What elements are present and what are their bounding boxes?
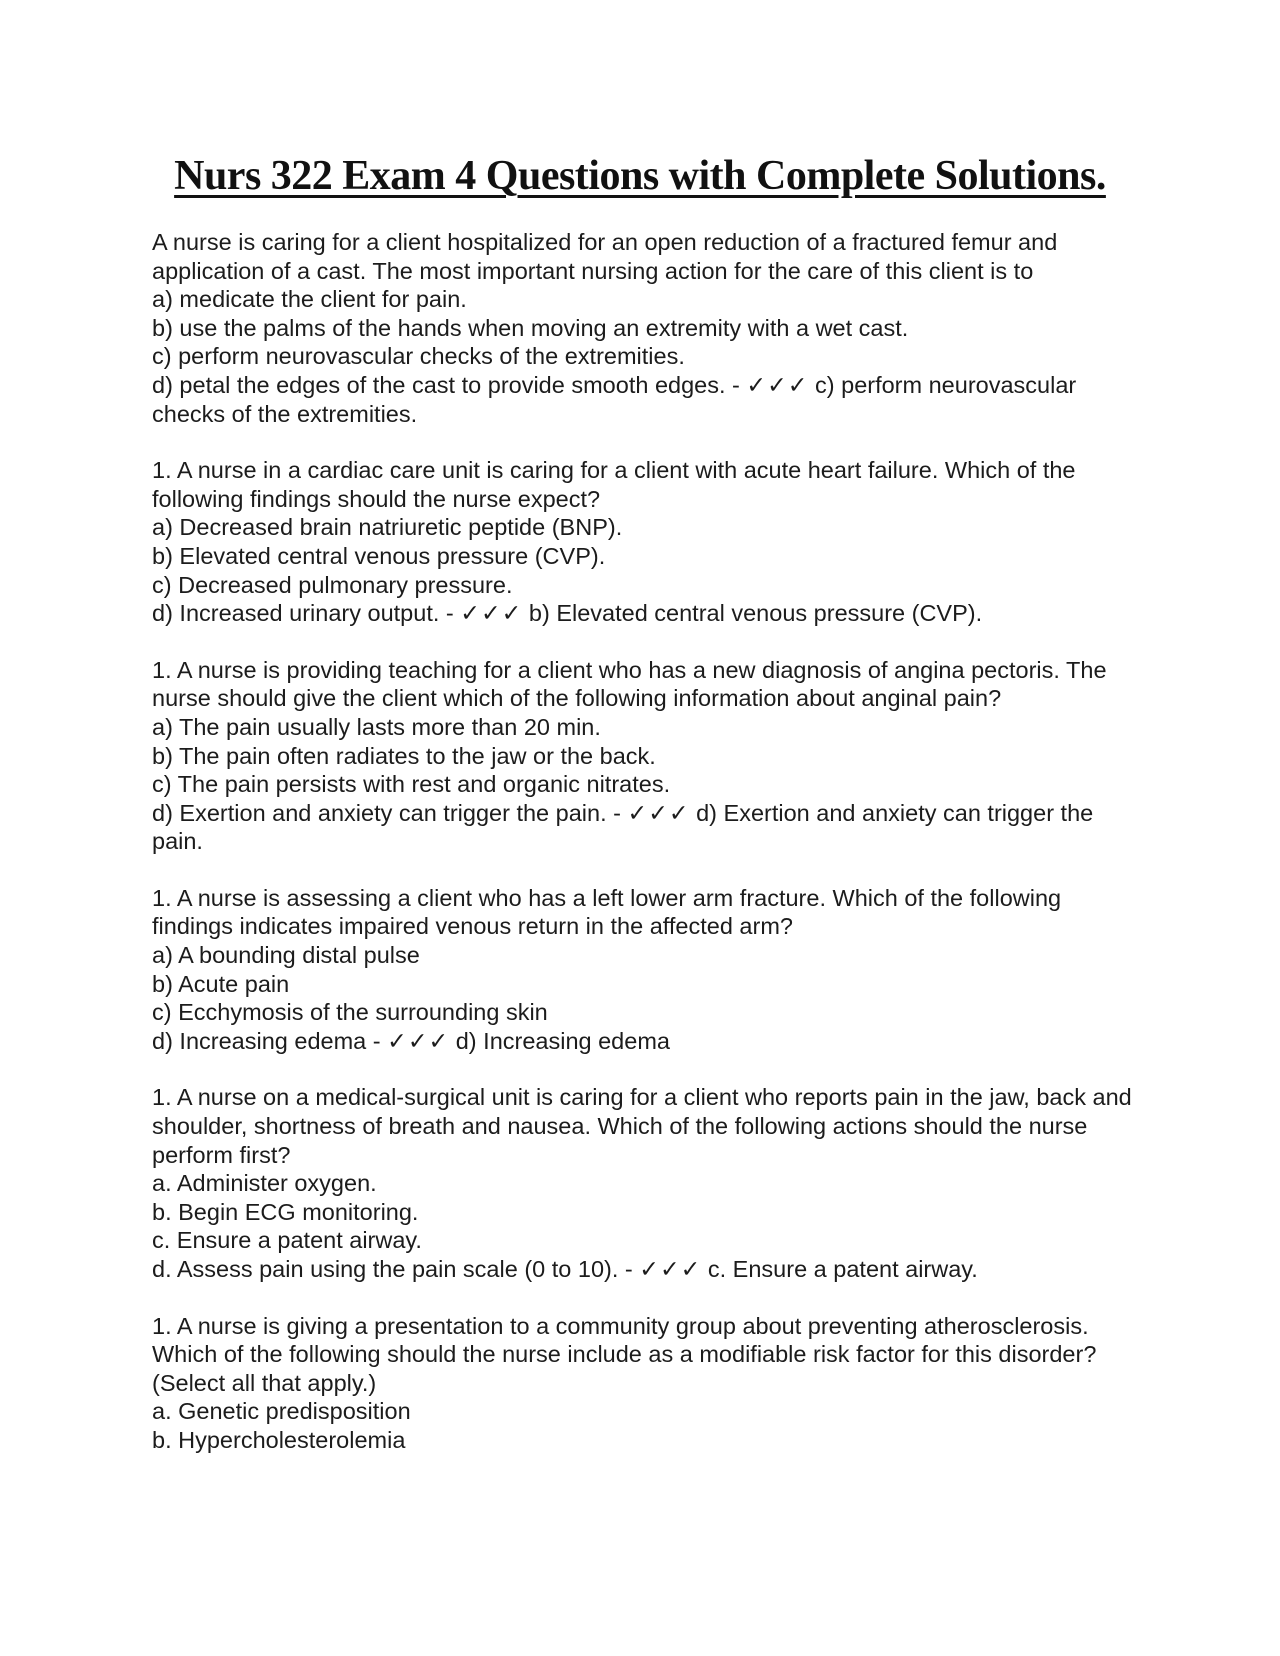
answer-separator: - (366, 1027, 388, 1054)
answer-separator: - (606, 799, 628, 826)
answer-option: c) Decreased pulmonary pressure. (152, 571, 513, 598)
answer-option: d) Exertion and anxiety can trigger the pain. (152, 799, 607, 826)
answer-line (152, 371, 1142, 428)
answer-option: a) medicate the client for pain. (152, 286, 467, 313)
checkmark-icon: ✓✓✓ (627, 799, 690, 826)
correct-answer: c. Ensure a patent airway. (707, 1256, 978, 1282)
checkmark-icon: ✓✓✓ (387, 1027, 450, 1054)
answer-option: b) use the palms of the hands when moving an extremity with a wet cast. (152, 314, 909, 341)
answer-option: d) Increasing edema (152, 1027, 367, 1054)
correct-answer: c) perform neurovascular checks of the extremities. (152, 371, 1077, 427)
answer-option: a. Administer oxygen. (152, 1170, 377, 1197)
question-stem: 1. A nurse in a cardiac care unit is caring for a client with acute heart failure. Which of the following findings should the nurse expect? (152, 457, 1076, 512)
page-title: Nurs 322 Exam 4 Questions with Complete Solutions. (174, 153, 1106, 199)
question-stem: 1. A nurse is providing teaching for a client who has a new diagnosis of angina pectoris. The nurse should give the client which of the following information about anginal pain? (152, 656, 1107, 712)
answer-line (152, 1255, 1142, 1284)
question-item (152, 228, 1142, 428)
answer-line (152, 1027, 1142, 1056)
answer-option: b. Begin ECG monitoring. (152, 1198, 419, 1225)
answer-option: a. Genetic predisposition (152, 1398, 411, 1425)
answer-option: d) Increased urinary output. (152, 600, 440, 627)
question-item (152, 456, 1142, 628)
answer-option: c) The pain persists with rest and organic nitrates. (152, 771, 671, 798)
answer-separator: - (725, 371, 747, 398)
answer-option: d. Assess pain using the pain scale (0 to 10). (152, 1256, 619, 1282)
correct-answer: d) Increasing edema (455, 1027, 670, 1054)
correct-answer: d) Exertion and anxiety can trigger the pain. (152, 799, 1094, 855)
question-item (152, 1312, 1142, 1455)
answer-line (152, 799, 1142, 856)
question-item (152, 1083, 1142, 1283)
checkmark-icon: ✓✓✓ (639, 1256, 702, 1282)
question-item (152, 884, 1142, 1056)
answer-option: b. Hypercholesterolemia (152, 1426, 406, 1453)
checkmark-icon: ✓✓✓ (460, 600, 523, 627)
answer-option: a) The pain usually lasts more than 20 min. (152, 713, 601, 740)
question-stem: 1. A nurse is assessing a client who has a left lower arm fracture. Which of the following findings indicates impaired venous return in the affected arm? (152, 884, 1062, 940)
answer-option: b) Elevated central venous pressure (CVP). (152, 542, 606, 569)
checkmark-icon: ✓✓✓ (746, 371, 809, 398)
answer-option: a) Decreased brain natriuretic peptide (BNP). (152, 514, 623, 541)
question-item (152, 656, 1142, 856)
correct-answer: b) Elevated central venous pressure (CVP). (528, 600, 983, 627)
answer-option: c) Ecchymosis of the surrounding skin (152, 999, 548, 1026)
answer-separator: - (618, 1256, 640, 1282)
answer-option: c. Ensure a patent airway. (152, 1227, 422, 1254)
answer-option: d) petal the edges of the cast to provide smooth edges. (152, 371, 726, 398)
question-list (152, 228, 1142, 1483)
answer-option: b) The pain often radiates to the jaw or the back. (152, 742, 656, 769)
question-stem: 1. A nurse is giving a presentation to a community group about preventing atherosclerosis. Which of the following should the nurse include as a modifiable risk factor for this disorder? (Select all that apply.) (152, 1312, 1097, 1396)
answer-option: b) Acute pain (152, 970, 290, 997)
answer-option: c) perform neurovascular checks of the extremities. (152, 343, 685, 370)
answer-line (152, 599, 1142, 628)
answer-separator: - (439, 600, 461, 627)
answer-option: a) A bounding distal pulse (152, 942, 420, 969)
question-stem: A nurse is caring for a client hospitalized for an open reduction of a fractured femur and application of a cast. The most important nursing action for the care of this client is to (152, 229, 1058, 284)
question-stem: 1. A nurse on a medical-surgical unit is caring for a client who reports pain in the jaw, back and shoulder, shortness of breath and nausea. Which of the following actions should the nurse perform first? (152, 1084, 1132, 1168)
